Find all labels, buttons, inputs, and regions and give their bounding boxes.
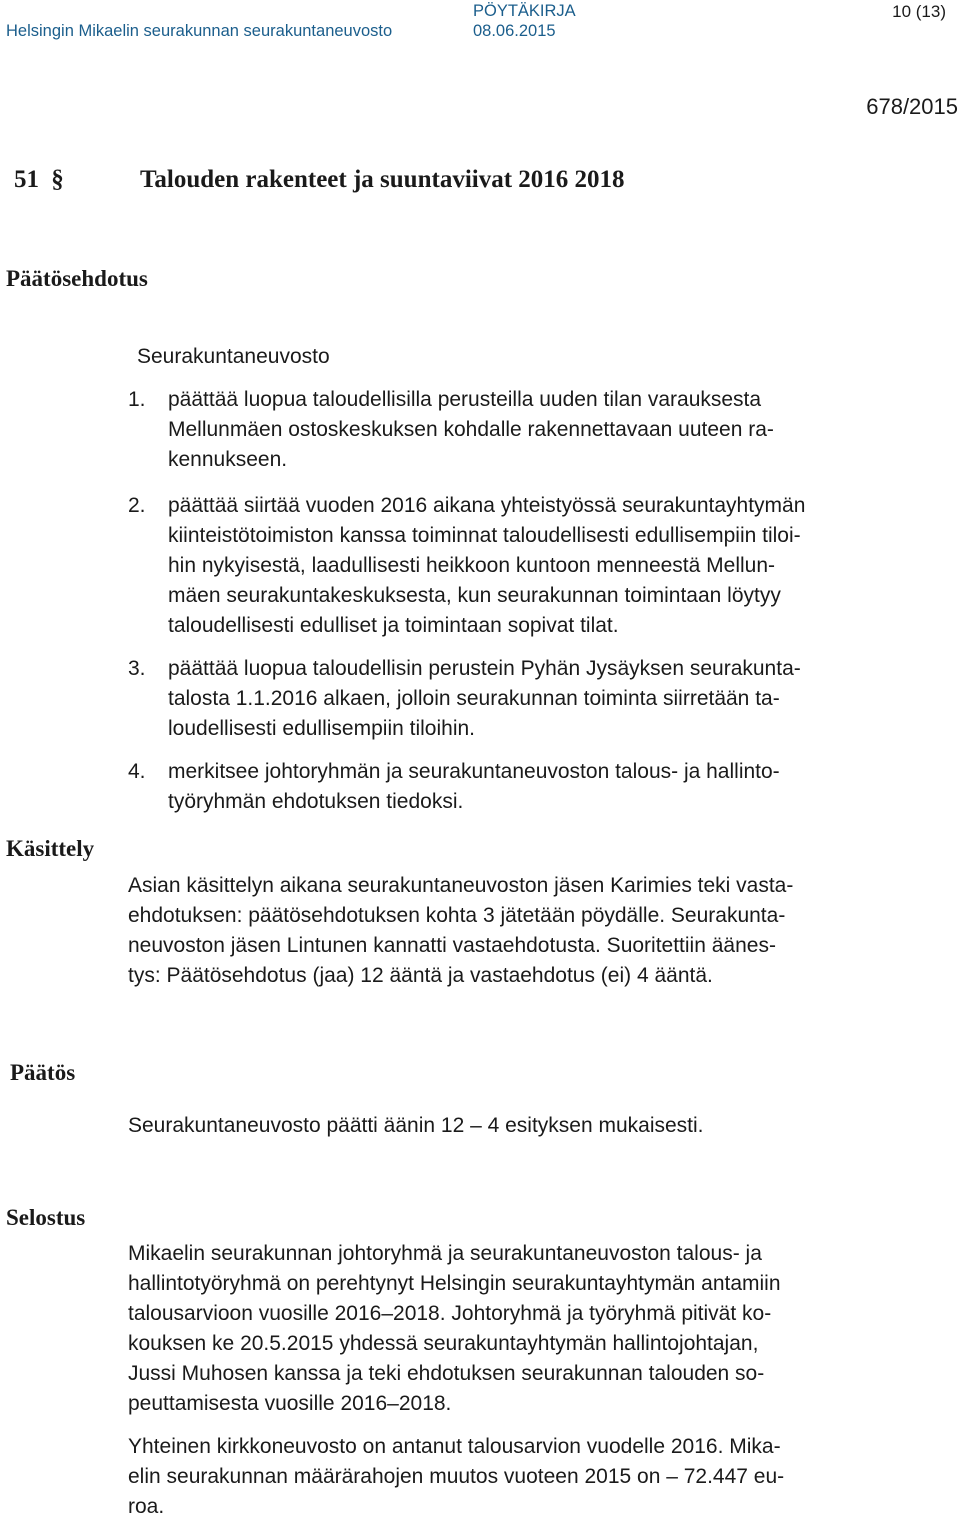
proposal-item-line: kiinteistötoimiston kanssa toiminnat taloudellisesti edullisempiin tiloi- <box>168 524 801 547</box>
section-symbol: § <box>51 166 64 193</box>
section-number: 51 <box>14 166 39 193</box>
explanation-heading: Selostus <box>6 1205 86 1230</box>
proposal-item-line: työryhmän ehdotuksen tiedoksi. <box>168 790 464 813</box>
proposal-item-line: Mellunmäen ostoskeskuksen kohdalle rakennettavaan uuteen ra- <box>168 418 774 441</box>
proposal-item <box>168 385 774 475</box>
proposal-item-line: kennukseen. <box>168 448 288 471</box>
handling-line: Asian käsittelyn aikana seurakuntaneuvoston jäsen Karimies teki vasta- <box>128 874 794 897</box>
proposal-item <box>168 491 805 641</box>
decision-text: Seurakuntaneuvosto päätti äänin 12 – 4 esityksen mukaisesti. <box>128 1114 704 1137</box>
header-date: 08.06.2015 <box>473 22 556 40</box>
proposal-item-line: taloudellisesti edulliset ja toimintaan sopivat tilat. <box>168 614 619 637</box>
decision-heading: Päätös <box>10 1060 76 1085</box>
proposal-body-label: Seurakuntaneuvosto <box>137 345 330 368</box>
document-number: 678/2015 <box>866 94 958 119</box>
explanation-line: peuttamisesta vuosille 2016–2018. <box>128 1392 452 1415</box>
explanation-paragraph <box>128 1432 784 1522</box>
explanation-line: talousarvioon vuosille 2016–2018. Johtoryhmä ja työryhmä pitivät ko- <box>128 1302 772 1325</box>
explanation-paragraph <box>128 1239 781 1419</box>
proposal-item-line: loudellisesti edullisempiin tiloihin. <box>168 717 475 740</box>
proposal-item-line: merkitsee johtoryhmän ja seurakuntaneuvoston talous- ja hallinto- <box>168 760 780 783</box>
handling-line: neuvoston jäsen Lintunen kannatti vastaehdotusta. Suoritettiin äänes- <box>128 934 776 957</box>
proposal-item-number: 4. <box>128 760 146 783</box>
proposal-item <box>168 757 780 817</box>
section-title-text: Talouden rakenteet ja suuntaviivat 2016 2018 <box>140 166 625 193</box>
header-document-type: PÖYTÄKIRJA <box>473 2 576 20</box>
explanation-line: kouksen ke 20.5.2015 yhdessä seurakuntayhtymän hallintojohtajan, <box>128 1332 759 1355</box>
header-page-number: 10 (13) <box>892 2 946 21</box>
proposal-item-line: talosta 1.1.2016 alkaen, jolloin seurakunnan toiminta siirretään ta- <box>168 687 780 710</box>
explanation-line: Jussi Muhosen kanssa ja teki ehdotuksen seurakunnan talouden so- <box>128 1362 765 1385</box>
handling-line: ehdotuksen: päätösehdotuksen kohta 3 jätetään pöydälle. Seurakunta- <box>128 904 786 927</box>
proposal-item-line: päättää luopua taloudellisin perustein Pyhän Jysäyksen seurakunta- <box>168 657 801 680</box>
handling-heading: Käsittely <box>6 836 95 861</box>
explanation-line: roa. <box>128 1495 165 1518</box>
handling-text <box>128 871 793 991</box>
explanation-line: Yhteinen kirkkoneuvosto on antanut talousarvion vuodelle 2016. Mika- <box>128 1435 781 1458</box>
explanation-line: elin seurakunnan määrärahojen muutos vuoteen 2015 on – 72.447 eu- <box>128 1465 785 1488</box>
section-title <box>14 166 625 194</box>
header-organization: Helsingin Mikaelin seurakunnan seurakuntaneuvosto <box>6 22 393 40</box>
proposal-item-number: 2. <box>128 494 146 517</box>
proposal-item <box>168 654 801 744</box>
proposal-item-number: 3. <box>128 657 146 680</box>
proposal-item-number: 1. <box>128 388 146 411</box>
proposal-item-line: päättää luopua taloudellisilla perusteilla uuden tilan varauksesta <box>168 388 762 411</box>
proposal-heading: Päätösehdotus <box>6 266 148 291</box>
handling-line: tys: Päätösehdotus (jaa) 12 ääntä ja vastaehdotus (ei) 4 ääntä. <box>128 964 713 987</box>
explanation-line: Mikaelin seurakunnan johtoryhmä ja seurakuntaneuvoston talous- ja <box>128 1242 762 1265</box>
proposal-item-line: hin nykyisestä, laadullisesti heikkoon kuntoon menneestä Mellun- <box>168 554 776 577</box>
proposal-item-line: mäen seurakuntakeskuksesta, kun seurakunnan toimintaan löytyy <box>168 584 781 607</box>
proposal-item-line: päättää siirtää vuoden 2016 aikana yhteistyössä seurakuntayhtymän <box>168 494 806 517</box>
explanation-line: hallintotyöryhmä on perehtynyt Helsingin seurakuntayhtymän antamiin <box>128 1272 781 1295</box>
